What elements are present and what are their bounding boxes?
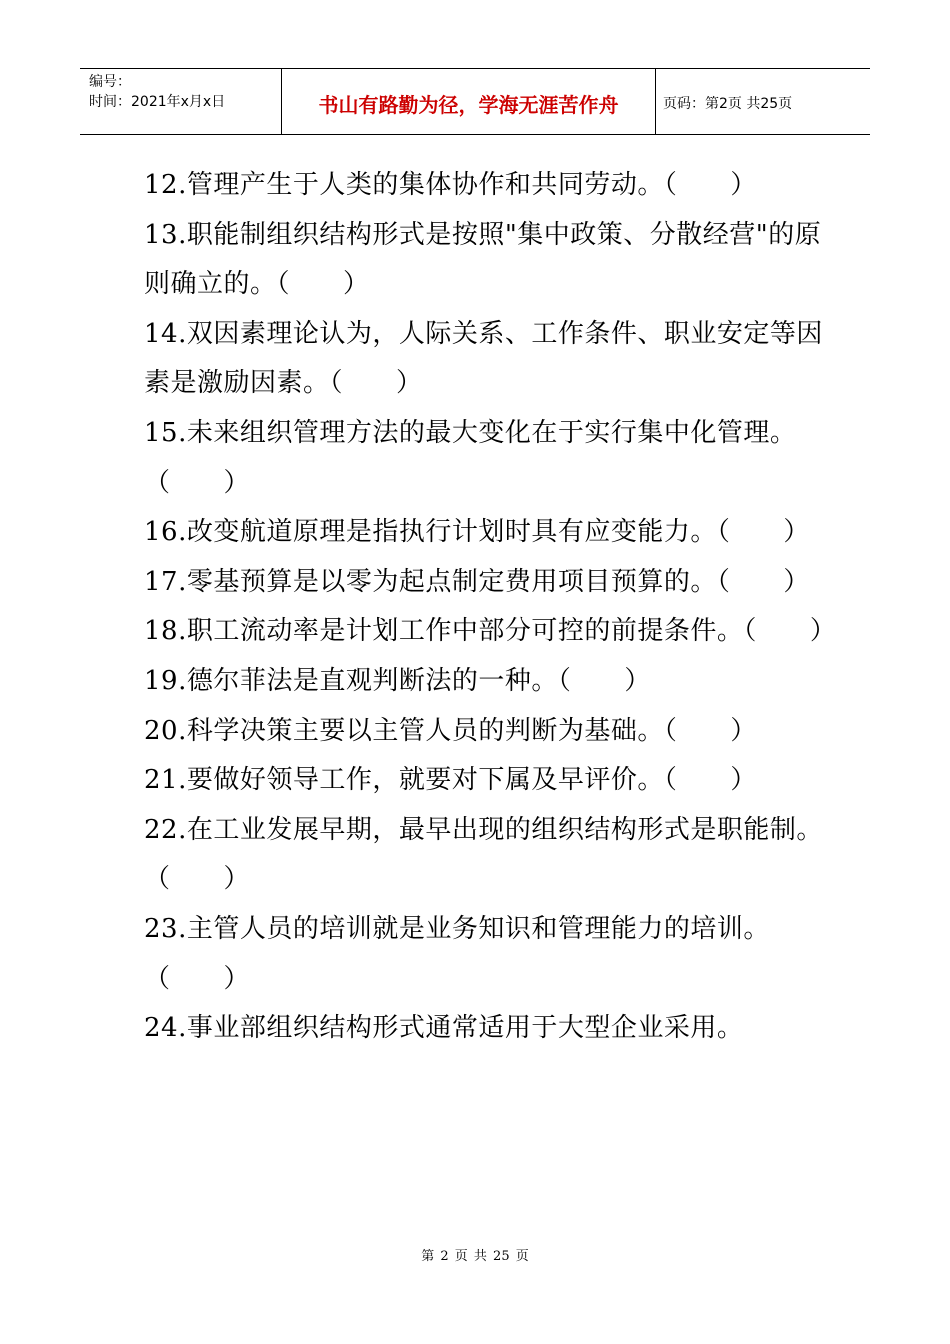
question-item: 23.主管人员的培训就是业务知识和管理能力的培训。（ ） (144, 913, 770, 994)
question-item: 18.职工流动率是计划工作中部分可控的前提条件。（ ） (144, 616, 837, 647)
page-footer (0, 1245, 950, 1264)
question-item: 13.职能制组织结构形式是按照"集中政策、分散经营"的原则确立的。（ ） (144, 219, 822, 300)
question-item: 19.德尔菲法是直观判断法的一种。（ ） (144, 665, 651, 696)
question-item: 16.改变航道原理是指执行计划时具有应变能力。（ ） (144, 517, 810, 548)
question-item: 21.要做好领导工作，就要对下属及早评价。（ ） (144, 765, 757, 796)
header-page-info: 页码：第2页 共25页 (663, 96, 793, 112)
header-motto-cell (282, 69, 656, 134)
question-item: 15.未来组织管理方法的最大变化在于实行集中化管理。（ ） (144, 417, 797, 498)
question-list (144, 161, 837, 1054)
question-item: 24.事业部组织结构形式通常适用于大型企业采用。 (144, 1013, 744, 1044)
question-item: 12.管理产生于人类的集体协作和共同劳动。（ ） (144, 170, 757, 200)
question-item: 22.在工业发展早期，最早出现的组织结构形式是职能制。（ ） (144, 814, 823, 895)
header-page-info-cell (656, 69, 870, 134)
footer-page-number: 第 2 页 共 25 页 (421, 1249, 529, 1264)
header-meta (80, 69, 282, 134)
time-label: 时间：2021年x月x日 (89, 94, 226, 110)
question-item: 14.双因素理论认为，人际关系、工作条件、职业安定等因素是激励因素。（ ） (144, 318, 823, 399)
question-item: 17.零基预算是以零为起点制定费用项目预算的。（ ） (144, 566, 810, 597)
question-item: 20.科学决策主要以主管人员的判断为基础。（ ） (144, 715, 757, 746)
header-motto: 书山有路勤为径，学海无涯苦作舟 (318, 93, 619, 117)
page-header (80, 68, 870, 135)
number-label: 编号： (89, 74, 131, 90)
